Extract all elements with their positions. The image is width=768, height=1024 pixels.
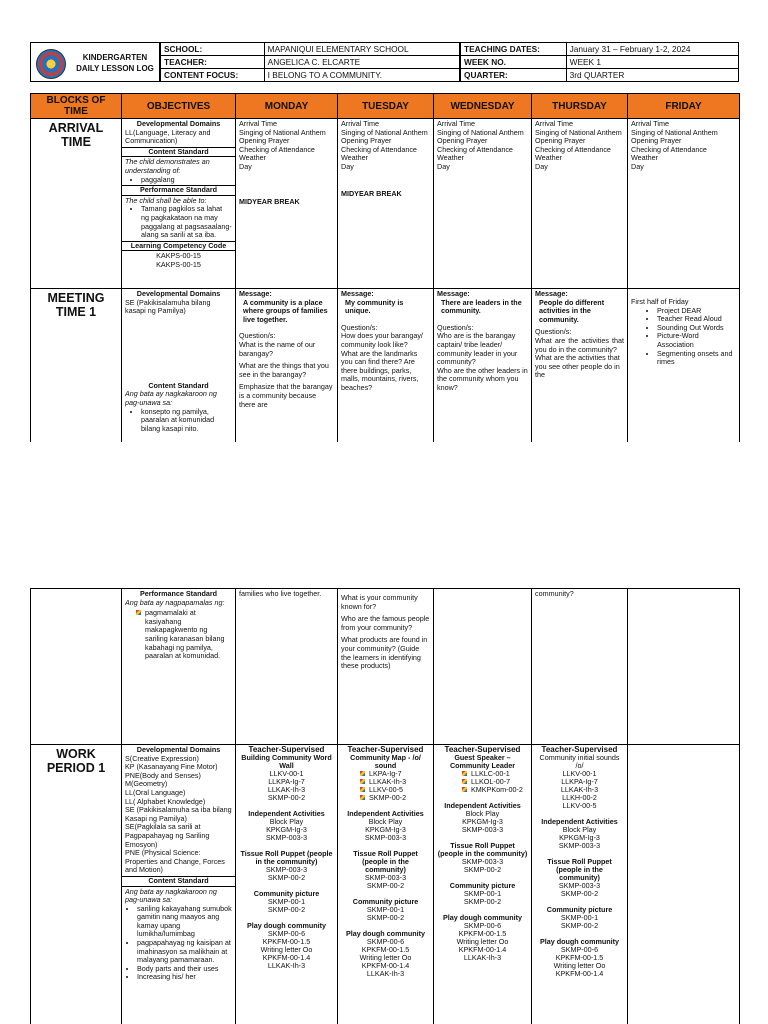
lc-code: Writing letter Oo (260, 945, 313, 954)
meeting-objectives (122, 289, 236, 445)
routine-item: Weather (437, 153, 465, 163)
routine-item: Checking of Attendance (437, 144, 513, 154)
routine-item: Day (437, 161, 450, 171)
logo-box (30, 42, 160, 82)
lc-code: KPKFM-00-1.4 (262, 953, 311, 962)
routine-item: Opening Prayer (239, 136, 290, 146)
question-item: Emphasize that the barangay is a community because there are (239, 382, 333, 409)
meeting-friday (628, 289, 740, 445)
lc-code: KPKGM-Ig-3 (462, 817, 503, 826)
col-objectives: OBJECTIVES (122, 94, 236, 119)
community-picture: Community picture (253, 889, 320, 898)
header-right-grid (460, 42, 739, 82)
community-picture: Community picture (449, 881, 516, 890)
arrival-friday (628, 119, 740, 289)
meeting-row-continued (31, 589, 740, 745)
col-wednesday: WEDNESDAY (434, 94, 532, 119)
question-item: What are the things that you see in the barangay? (239, 361, 329, 379)
activity-title: Guest Speaker – Community Leader (449, 753, 516, 770)
question-item: What is your community known for? (341, 593, 418, 611)
routine-item: Arrival Time (341, 119, 379, 128)
lesson-table-page-2 (30, 588, 740, 1024)
lc-code: SKMP-00-2 (366, 913, 405, 922)
friday-intro: First half of Friday (631, 297, 689, 306)
arrival-block: ARRIVAL TIME (31, 119, 122, 289)
dev-domain-item: LL(Oral Language) (125, 787, 186, 797)
content-std: The child demonstrates an understanding of: (125, 157, 210, 175)
lc-code: SKMP-00-6 (267, 929, 306, 938)
routine-item: Opening Prayer (437, 136, 488, 146)
routine-item: Weather (341, 153, 369, 163)
question-item: What are the landmarks you can find there? Are there buildings, parks, malls, mountains, rivers, beaches? (341, 348, 419, 392)
meeting-thursday-cont (532, 589, 628, 745)
dev-domain-item: SE (Pakikisalamuha sa iba bilang Kasapi ng Pamilya) (125, 805, 232, 823)
perf-std-head: Performance Standard (122, 185, 235, 196)
lc-code: SKMP-00-2 (369, 794, 430, 802)
meeting-row (31, 289, 740, 445)
dev-domain-item: PNE(Body and Senses) (125, 770, 201, 780)
question-item: Who are the famous people from your community? (341, 614, 430, 632)
routine-item: Checking of Attendance (631, 144, 707, 154)
lc-code-1: KAKPS-00-15 (156, 251, 201, 261)
lc-code: KPKGM-Ig-3 (559, 833, 600, 842)
work-wednesday (434, 745, 532, 1024)
routine-item: Arrival Time (535, 119, 573, 128)
content-item: • Increasing his/ her (137, 973, 232, 982)
col-friday: FRIDAY (628, 94, 740, 119)
message-text: People do different activities in the community. (539, 297, 605, 324)
content-std: Ang bata ay nagkakaroon ng pag-unawa sa: (125, 886, 217, 905)
perf-std-head: Performance Standard (139, 589, 218, 598)
lc-code: SKMP-003-3 (265, 833, 308, 842)
play-dough: Play dough community (539, 937, 620, 946)
activity-title: Community Map - /o/ sound (350, 753, 421, 770)
lc-code: LLKPA-Ig-7 (561, 777, 598, 786)
block-play: Block Play (269, 817, 304, 826)
activity-title: Community initial sounds /o/ (539, 753, 620, 770)
message-text: A community is a place where groups of families live together. (243, 297, 328, 324)
lc-code: LLKAK-Ih-3 (369, 778, 430, 786)
question-item: Who are the other leaders in the community whom you know? (437, 365, 528, 392)
question-item: What is the name of our barangay? (239, 339, 316, 358)
routine-item: Weather (631, 153, 659, 163)
week-label: WEEK NO. (461, 56, 567, 69)
routine-item: Singing of National Anthem (631, 127, 718, 137)
friday-item: • Teacher Read Aloud (657, 315, 736, 324)
quarter-value: 3rd QUARTER (566, 69, 738, 82)
content-std-head: Content Standard (122, 147, 235, 158)
lc-code: Writing letter Oo (359, 953, 412, 962)
activity-title: Building Community Word Wall (241, 753, 332, 770)
lc-code: SKMP-00-6 (463, 921, 502, 930)
lc-code: KPKFM-00-1.5 (458, 929, 507, 938)
work-block: WORK PERIOD 1 (31, 745, 122, 1024)
tissue-puppet: Tissue Roll Puppet (people in the community) (437, 841, 528, 858)
lc-code: KPKFM-00-1.5 (555, 953, 604, 962)
dev-domains-head: Developmental Domains (136, 119, 221, 128)
work-monday (236, 745, 338, 1024)
content-item: • paggalang (141, 176, 232, 185)
content-item: • pagpapahayag ng kaisipan at imahinasyon sa malikhain at malayang pamamaraan. (137, 939, 232, 965)
teacher-supervised-label: Teacher-Supervised (444, 745, 521, 754)
tissue-puppet: Tissue Roll Puppet (people in the community) (353, 849, 418, 874)
dates-label: TEACHING DATES: (461, 43, 567, 56)
block-play: Block Play (562, 825, 597, 834)
perf-item: pagmamalaki at kasiyahang makapagkwento ng sariling karanasan bilang kabahagi ng pamilya, paaralan at komunidad. (145, 609, 232, 661)
independent-label: Independent Activities (347, 809, 424, 818)
friday-item: • Project DEAR (657, 307, 736, 316)
lc-code: KPKFM-00-1.5 (262, 937, 311, 946)
lesson-table-page-1 (30, 93, 740, 445)
page-gap (0, 442, 768, 588)
lc-code: Writing letter Oo (456, 937, 509, 946)
lc-code: LLKV-00-1 (562, 769, 597, 778)
quarter-label: QUARTER: (461, 69, 567, 82)
dev-domains-head: Developmental Domains (136, 289, 221, 298)
message-text: There are leaders in the community. (441, 297, 522, 316)
lc-code: KPKFM-00-1.4 (361, 961, 410, 970)
teacher-label: TEACHER: (161, 56, 265, 69)
routine-item: Weather (535, 153, 563, 163)
meeting-objectives-cont (122, 589, 236, 745)
meeting-wednesday (434, 289, 532, 445)
arrival-monday (236, 119, 338, 289)
dev-domains-head: Developmental Domains (136, 745, 221, 754)
perf-std: The child shall be able to: (125, 195, 207, 205)
lc-code: SKMP-003-3 (364, 833, 407, 842)
lc-code: LLKAK-Ih-3 (366, 969, 405, 978)
lc-code: LLKV-00-5 (369, 786, 430, 794)
perf-std: Ang bata ay nagpapamalas ng: (125, 597, 225, 607)
lc-code: SKMP-00-6 (560, 945, 599, 954)
block-play: Block Play (465, 809, 500, 818)
arrival-tuesday (338, 119, 434, 289)
focus-value: I BELONG TO A COMMUNITY. (264, 69, 459, 82)
routine-item: Day (239, 161, 252, 171)
friday-item: • Sounding Out Words (657, 324, 736, 333)
col-thursday: THURSDAY (532, 94, 628, 119)
midyear-break-monday: MIDYEAR BREAK (239, 196, 300, 206)
dev-domains: LL(Language, Literacy and Communication) (125, 127, 211, 146)
arrival-wednesday (434, 119, 532, 289)
dev-domain-item: LL( Alphabet Knowledge) (125, 796, 206, 806)
question-item: Who are is the barangay captain/ tribe leader/ community leader in your community? (437, 331, 518, 367)
message-label: Message: (239, 289, 272, 298)
column-header-row (31, 94, 740, 119)
routine-item: Day (341, 161, 354, 171)
routine-item: Weather (239, 153, 267, 163)
routine-item: Opening Prayer (535, 136, 586, 146)
routine-item: Opening Prayer (341, 136, 392, 146)
routine-item: Checking of Attendance (535, 144, 611, 154)
col-tuesday: TUESDAY (338, 94, 434, 119)
routine-item: Singing of National Anthem (239, 127, 326, 137)
question-item-cont: community? (535, 589, 574, 598)
lc-code: LLKAK-Ih-3 (267, 785, 306, 794)
lc-code: KMKPKom-00-2 (471, 786, 528, 794)
independent-label: Independent Activities (248, 809, 325, 818)
routine-item: Checking of Attendance (341, 144, 417, 154)
routine-item: Arrival Time (437, 119, 475, 128)
lc-code: SKMP-00-1 (560, 913, 599, 922)
routine-item: Singing of National Anthem (437, 127, 524, 137)
question-label: Question/s: (341, 322, 378, 332)
work-objectives (122, 745, 236, 1024)
routine-item: Arrival Time (239, 119, 277, 128)
teacher-value: ANGELICA C. ELCARTE (264, 56, 459, 69)
lc-code: SKMP-00-2 (560, 889, 599, 898)
lc-code: SKMP-00-6 (366, 937, 405, 946)
question-item: What are the activities that you do in the community? (535, 335, 624, 354)
meeting-monday-cont (236, 589, 338, 745)
lc-code: SKMP-00-2 (267, 793, 306, 802)
content-item: • Body parts and their uses (137, 965, 232, 974)
routine-item: Day (535, 161, 548, 171)
perf-item: • Tamang pagkilos sa lahat ng pagkakataon na may paggalang at pagsasaalang-alang sa sarili at sa iba. (141, 205, 232, 239)
message-label: Message: (341, 289, 374, 298)
dll-title (69, 52, 161, 74)
play-dough: Play dough community (345, 929, 426, 938)
content-item: • sariling kakayahang sumubok gamitin nang maayos ang kamay upang lumikha/lumimbag (137, 905, 232, 939)
independent-label: Independent Activities (541, 817, 618, 826)
dev-domain-item: PNE (Physical Science: Properties and Change, Forces and Motion) (125, 848, 225, 875)
meeting-block-cont (31, 589, 122, 745)
midyear-break-tuesday: MIDYEAR BREAK (341, 188, 402, 198)
page-1 (30, 42, 739, 442)
tissue-puppet: Tissue Roll Puppet (people in the community) (240, 849, 333, 866)
teacher-supervised-label: Teacher-Supervised (347, 745, 424, 754)
lc-code: LLKOL-00-7 (471, 778, 528, 786)
week-value: WEEK 1 (566, 56, 738, 69)
routine-item: Arrival Time (631, 119, 669, 128)
lc-code: SKMP-00-1 (463, 889, 502, 898)
routine-item: Singing of National Anthem (341, 127, 428, 137)
arrival-objectives (122, 119, 236, 289)
question-item: How does your barangay/ community look like? (341, 331, 423, 349)
meeting-friday-cont (628, 589, 740, 745)
meeting-block: MEETING TIME 1 (31, 289, 122, 445)
question-label: Question/s: (239, 331, 276, 341)
routine-item: Singing of National Anthem (535, 127, 622, 137)
org-line-2: DAILY LESSON LOG (76, 64, 154, 73)
question-label: Question/s: (535, 327, 572, 337)
dates-value: January 31 – February 1-2, 2024 (566, 43, 738, 56)
dev-domain-item: KP (Kasanayang Fine Motor) (125, 762, 218, 772)
teacher-supervised-label: Teacher-Supervised (248, 745, 325, 754)
question-item: What products are found in your community? (Guide the learners in identifying these products) (341, 635, 428, 671)
lc-code: LLKAK-Ih-3 (463, 953, 502, 962)
lc-code: SKMP-00-2 (267, 905, 306, 914)
dev-domain-item: SE(Pagkilala sa sarili at Pagpapahayag ng Sariling Emosyon) (125, 822, 210, 849)
meeting-wednesday-cont (434, 589, 532, 745)
lc-code: LLKH-00-2 (562, 793, 597, 802)
lc-code: SKMP-00-2 (463, 865, 502, 874)
arrival-thursday (532, 119, 628, 289)
meeting-tuesday (338, 289, 434, 445)
dll-header (30, 42, 739, 82)
dev-domain-item: S(Creative Expression) (125, 753, 199, 763)
lc-code: LLKAK-Ih-3 (267, 961, 306, 970)
lc-code: SKMP-003-3 (558, 881, 601, 890)
lc-code: LLKLC-00-1 (471, 770, 528, 778)
lc-code: LLKV-00-5 (562, 801, 597, 810)
lc-code: SKMP-00-2 (366, 881, 405, 890)
routine-item: Checking of Attendance (239, 144, 315, 154)
col-blocks: BLOCKS OF TIME (31, 94, 122, 119)
school-label: SCHOOL: (161, 43, 265, 56)
question-label: Question/s: (437, 322, 474, 332)
lc-code: SKMP-00-2 (560, 921, 599, 930)
question-item: What are the activities that you see other people do in the (535, 353, 620, 380)
teacher-supervised-label: Teacher-Supervised (541, 745, 618, 754)
block-play: Block Play (368, 817, 403, 826)
play-dough: Play dough community (442, 913, 523, 922)
independent-label: Independent Activities (444, 801, 521, 810)
lc-code: KPKGM-Ig-3 (365, 825, 406, 834)
community-picture: Community picture (546, 905, 613, 914)
lc-code: SKMP-00-2 (267, 873, 306, 882)
lc-code: KPKFM-00-1.4 (458, 945, 507, 954)
question-item-cont: families who live together. (239, 589, 322, 598)
tissue-puppet: Tissue Roll Puppet (people in the community) (547, 857, 612, 882)
lc-code: LLKV-00-1 (269, 769, 304, 778)
lc-code: KPKFM-00-1.5 (361, 945, 410, 954)
lc-code: SKMP-00-2 (463, 897, 502, 906)
work-tuesday (338, 745, 434, 1024)
lc-code: KPKFM-00-1.4 (555, 969, 604, 978)
header-left-grid (160, 42, 460, 82)
work-row (31, 745, 740, 1024)
focus-label: CONTENT FOCUS: (161, 69, 265, 82)
col-monday: MONDAY (236, 94, 338, 119)
content-std-head: Content Standard (148, 380, 209, 390)
content-std: Ang bata ay nagkakaroon ng pag-unawa sa: (125, 389, 217, 407)
arrival-row (31, 119, 740, 289)
org-line-1: KINDERGARTEN (82, 53, 148, 62)
lc-code: LLKPA-Ig-7 (268, 777, 305, 786)
play-dough: Play dough community (246, 921, 327, 930)
message-text: My community is unique. (345, 297, 404, 316)
lc-code: SKMP-003-3 (265, 865, 308, 874)
lc-head: Learning Competency Code (122, 241, 235, 252)
lc-code: SKMP-00-1 (366, 905, 405, 914)
lc-code: SKMP-003-3 (461, 857, 504, 866)
dev-domains: SE (Pakikisalamuha bilang kasapi ng Pamilya) (125, 297, 211, 316)
work-friday (628, 745, 740, 1024)
lc-code: SKMP-003-3 (558, 841, 601, 850)
lc-code: LKPA-Ig-7 (369, 770, 430, 778)
meeting-tuesday-cont (338, 589, 434, 745)
meeting-thursday (532, 289, 628, 445)
routine-item: Day (631, 161, 644, 171)
routine-item: Opening Prayer (631, 136, 682, 146)
lc-code: SKMP-003-3 (364, 873, 407, 882)
lc-code-2: KAKPS-00-15 (156, 259, 201, 269)
lc-code: Writing letter Oo (553, 961, 606, 970)
lc-code: LLKAK-Ih-3 (560, 785, 599, 794)
friday-item: • Segmenting onsets and rimes (657, 350, 736, 367)
dev-domain-item: M(Geometry) (125, 779, 168, 789)
deped-seal-icon (36, 49, 66, 79)
content-item: • konsepto ng pamilya, paaralan at komunidad bilang kasapi nito. (141, 408, 232, 434)
message-label: Message: (535, 289, 568, 298)
content-std-head: Content Standard (122, 876, 235, 887)
school-value: MAPANIQUI ELEMENTARY SCHOOL (264, 43, 459, 56)
lc-code: SKMP-003-3 (461, 825, 504, 834)
page-2 (30, 588, 739, 1024)
meeting-monday (236, 289, 338, 445)
community-picture: Community picture (352, 897, 419, 906)
lc-code: SKMP-00-1 (267, 897, 306, 906)
lc-code: KPKGM-Ig-3 (266, 825, 307, 834)
message-label: Message: (437, 289, 470, 298)
work-thursday (532, 745, 628, 1024)
friday-item: • Picture-Word Association (657, 332, 736, 349)
